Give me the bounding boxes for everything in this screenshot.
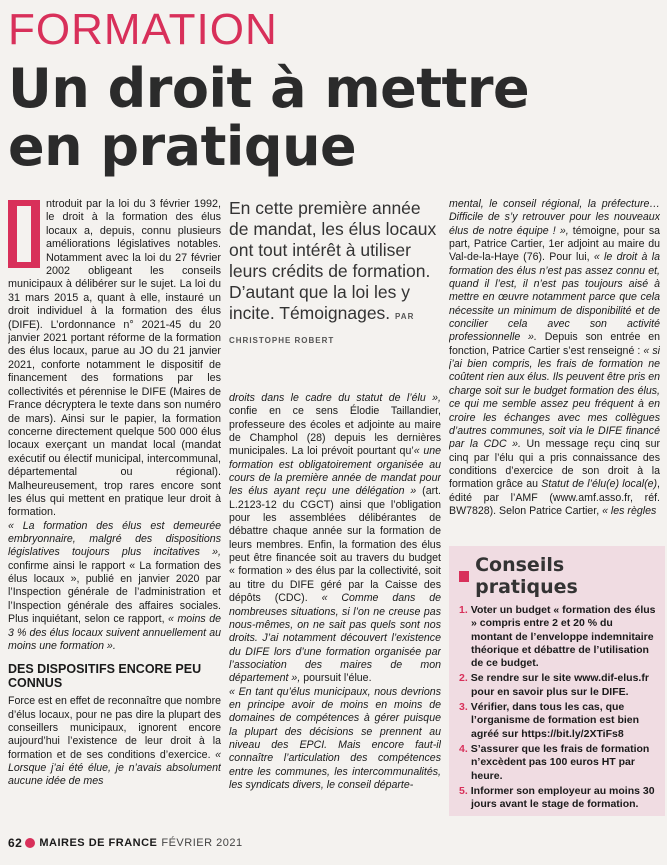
tip-text: Voter un budget « formation des élus » compris entre 2 et 20 % du montant de l’enveloppe indemnitaire théorique et débattre de l’utilisation de ce budget. [470,604,656,670]
page-footer [8,836,243,850]
tips-title-text: Conseils pratiques [475,554,578,598]
body-text: confie en ce sens Élodie Taillandier, professeure des écoles et adjointe au maire de Champhol (28) depuis les dernières municipales. La loi prévoit pourtant qu’ [229,405,441,458]
quote-text: « Comme dans de nombreuses situations, si l’on ne creuse pas nous-mêmes, on ne sait pas quels sont nos droits. J’ai notamment découvert l’existence du DIFE lors d’une formation organisée par l’association des maires de mon département », [229,592,441,685]
intro-text: ntroduit par la loi du 3 février 1992, le droit à la formation des élus locaux a, depuis, connu plusieurs améliorations législatives notables. Notamment avec la loi du 27 février 2002 obligeant les conseils municipaux à délibérer sur le sujet. La loi du 31 mars 2015 a, quant à elle, instauré un droit individuel à la formation des élus (DIFE). L’ordonnance n° 2021-45 du 20 janvier 2021 portant réforme de la formation des élus locaux, parue au JO du 21 janvier 2021, conforte notamment le dispositif de financement des formations par les collectivités et pérennise le DIFE (Maires de France décryptera le texte dans son numéro de mars). Ainsi sur le papier, la formation concerne directement quelque 500 000 élus locaux exerçant un mandat local (mandat exécutif ou électif municipal, intercommunal, départemental ou régional). Malheureusement, trop rares encore sont les élus qui mettent en pratique leur droit à formation. [8,198,221,519]
title-line-2: en pratique [8,115,357,178]
paragraph-taillandier [229,392,441,686]
quote-text: « moins de 3 % des élus locaux suivent annuellement au moins une formation ». [8,613,221,652]
body-text: , édité par l’AMF (www.amf.asso.fr, réf. BW7828). Selon Patrice Cartier, [449,478,660,517]
tip-number: 3. [459,701,468,714]
paragraph-force [8,695,221,788]
issue-date: FÉVRIER 2021 [161,837,243,849]
article-column-2 [229,198,441,823]
body-text: confirme ainsi le rapport « La formation des élus locaux », publié en janvier 2020 par l’Inspection générale de l’administration et l’Inspection générale des affaires sociales. Plus inquiétant, selon ce rapport, [8,559,221,626]
tip-text: Informer son employeur au moins 30 jours avant le stage de formation. [470,784,655,811]
magazine-name: MAIRES DE FRANCE [39,837,158,849]
dropcap-i [8,200,40,268]
square-bullet-icon [459,571,469,582]
tip-number: 2. [459,672,468,685]
title-line-1: Un droit à mettre [8,57,530,120]
tip-item [459,604,657,670]
body-text: Depuis son entrée en fonction, Patrice Cartier s’est renseigné : [449,331,660,357]
tip-item [459,701,657,741]
quote-text: « une formation est obligatoirement organisée au cours de la première année de mandat pour les élus ayant reçu une délégation » [229,445,441,498]
quote-text: « En tant qu’élus municipaux, nous devrions en principe avoir de moins en moins de domaines de compétences à gérer puisque la plupart des décisions se prennent au niveau des EPCI. Mais encore faut-il connaître l’articulation des compétences entre les communes, les intercommunalités, les syndicats divers, le conseil départe- [229,685,441,791]
tip-number: 4. [459,742,468,755]
paragraph-report [8,520,221,653]
tips-box-title [459,554,657,598]
quote-text: droits dans le cadre du statut de l’élu », [229,392,441,404]
tip-number: 1. [459,604,468,616]
lede-text: En cette première année de mandat, les élus locaux ont tout intérêt à utiliser leurs crédits de formation. D’autant que la loi les y incite. Témoignages. [229,198,437,323]
article-title [8,57,530,178]
tip-item [459,672,657,699]
body-text: (art. L.2123-12 du CGCT) ainsi que l’obligation pour les assemblées délibérantes de débattre chaque année sur la formation de leurs membres. Enfin, la formation des élus peut être financée soit au travers du budget « formation » des élus par la collectivité, soit au titre du DIFE géré par la Caisse des dépôts (CDC). [229,485,441,605]
article-column-1 [8,198,221,823]
tips-box [449,546,665,816]
quote-text: Statut de l’élu(e) local(e) [541,478,658,491]
tip-item [459,743,657,783]
body-text: Force est en effet de reconnaître que nombre d’élus locaux, pour ne pas dire la plupart des conseillers municipaux, ignorent encore aujourd’hui l’existence de leur droit à la formation et de ses conditions d’exercice. [8,695,221,761]
quote-text: « La formation des élus est demeurée embryonnaire, malgré des dispositions législatives toujours plus incitatives », [8,519,221,559]
quote-text: mental, le conseil régional, la préfecture… Difficile de s’y retrouver pour les nouveaux élus de notre équipe ! », [449,198,660,237]
tip-number: 5. [459,784,468,797]
tip-item [459,785,657,812]
magazine-logo-icon [25,838,35,848]
byline: PAR CHRISTOPHE ROBERT [229,312,415,345]
page-number: 62 [8,836,23,850]
intro-paragraph [8,198,221,520]
paragraph-cartier [449,198,660,518]
paragraph-elus-municipaux [229,686,441,793]
body-text: poursuit l’élue. [300,672,372,685]
tip-text: Vérifier, dans tous les cas, que l’organisme de formation est bien agréé sur https://bit.ly/2XTiFs8 [470,701,640,740]
quote-text: « Lorsque j’ai été élue, je n’avais absolument aucune idée de mes [8,748,221,788]
article-column-3 [449,198,660,538]
quote-text: « le droit à la formation des élus n’est pas assez connu et, quand il l’est, il n’est pas toujours aisé à mettre en œuvre notamment parce que cela nécessite un minimum de disponibilité et de concilier cela avec son activité professionnelle ». [449,251,660,344]
quote-text: « les règles [602,504,657,517]
lede [229,198,441,364]
body-text: témoigne, pour sa part, Patrice Cartier, 1er adjoint au maire du Val-de-la-Haye (76). Pour lui, [449,224,660,264]
body-text: Un message reçu cinq sur cinq par l’élu qui a pris connaissance des conditions d’exercice de son droit à la formation grâce au [449,438,660,491]
tip-text: S’assurer que les frais de formation n’excèdent pas 100 euros HT par heure. [470,742,650,782]
quote-text: « si j’ai bien compris, les frais de formation ne coûtent rien aux élus. Ils peuvent être pris en charge soit sur le budget formation des élus, ce qui me semble assez peu fréquent à en croire les échanges avec mes collègues d’autres communes, soit via le DIFE financé par la CDC ». [449,344,660,451]
section-kicker: FORMATION [8,5,278,54]
tip-text: Se rendre sur le site www.dif-elus.fr pour en savoir plus sur le DIFE. [470,672,649,698]
subheading: DES DISPOSITIFS ENCORE PEU CONNUS [8,662,202,691]
